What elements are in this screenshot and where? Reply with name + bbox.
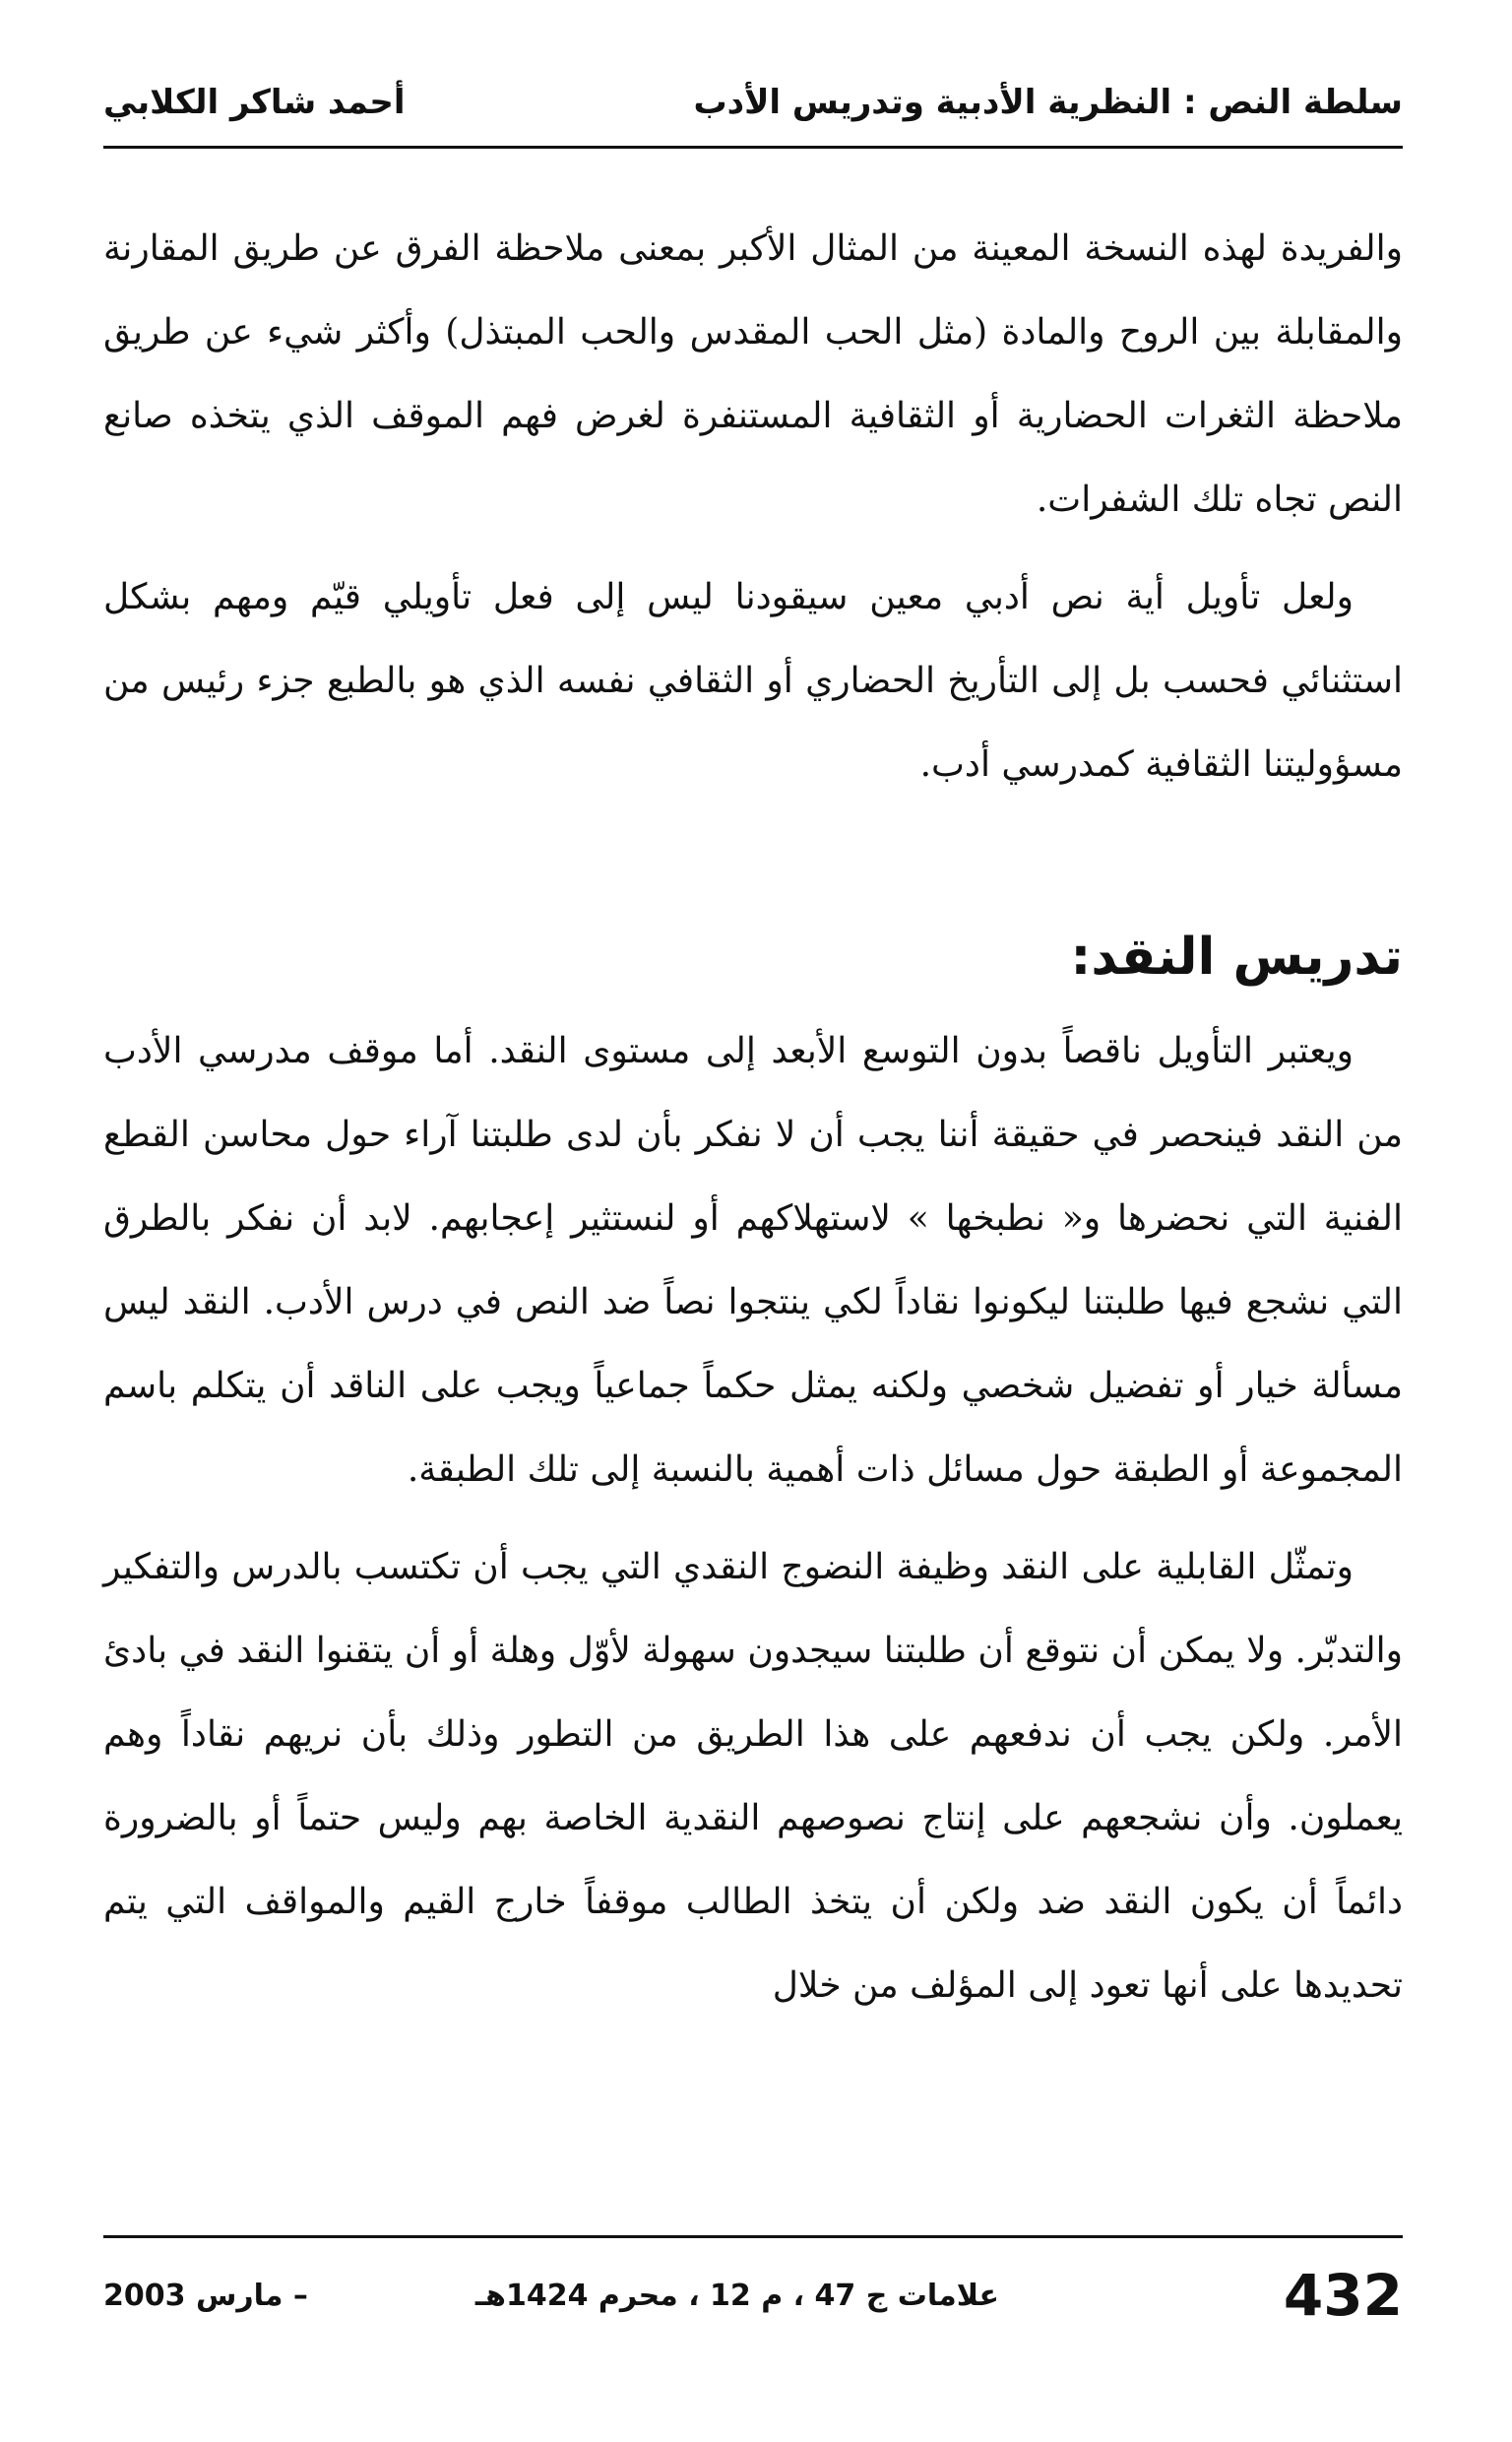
footer-rule — [103, 2235, 1403, 2238]
paragraph-4: وتمثّل القابلية على النقد وظيفة النضوج النقدي التي يجب أن تكتسب بالدرس والتفكير والتدبّر. ولا يمكن أن نتوقع أن طلبتنا سيجدون سهولة لأوّل وهلة أو أن يتقنوا النقد في بادئ الأمر. ولكن يجب أن ندفعهم على هذا الطريق من التطور وذلك بأن نريهم نقاداً وهم يعملون. وأن نشجعهم على إنتاج نصوصهم النقدية الخاصة بهم وليس حتماً أو بالضرورة دائماً أن يكون النقد ضد ولكن أن يتخذ الطالب موقفاً خارج القيم والمواقف التي يتم تحديدها على أنها تعود إلى المؤلف من خلال — [103, 1547, 1403, 2006]
journal-issue: علامات ج 47 ، م 12 ، محرم 1424هـ — [474, 2278, 1000, 2313]
paragraph-2: ولعل تأويل أية نص أدبي معين سيقودنا ليس إلى فعل تأويلي قيّم ومهم بشكل استثنائي فحسب بل إلى التأريخ الحضاري أو الثقافي نفسه الذي هو بالطبع جزء رئيس من مسؤوليتنا الثقافية كمدرسي أدب. — [103, 577, 1403, 785]
journal-info — [103, 2279, 999, 2313]
document-page — [103, 59, 1403, 2403]
paragraph-3: ويعتبر التأويل ناقصاً بدون التوسع الأبعد إلى مستوى النقد. أما موقف مدرسي الأدب من النقد فينحصر في حقيقة أننا يجب أن لا نفكر بأن لدى طلبتنا آراء حول محاسن القطع الفنية التي نحضرها و« نطبخها » لاستهلاكهم أو لنستثير إعجابهم. لابد أن نفكر بالطرق التي نشجع فيها طلبتنا ليكونوا نقاداً لكي ينتجوا نصاً ضد النص في درس الأدب. النقد ليس مسألة خيار أو تفضيل شخصي ولكنه يمثل حكماً جماعياً ويجب على الناقد أن يتكلم باسم المجموعة أو الطبقة حول مسائل ذات أهمية بالنسبة إلى تلك الطبقة. — [103, 1031, 1403, 1490]
page-number: 432 — [1283, 2262, 1403, 2329]
running-header — [103, 71, 1403, 134]
footer — [103, 2251, 1403, 2340]
running-author: أحمد شاكر الكلابي — [103, 83, 406, 122]
header-rule — [103, 146, 1403, 149]
section-heading: تدريس النقد: — [1070, 928, 1403, 987]
running-title: سلطة النص : النظرية الأدبية وتدريس الأدب — [693, 83, 1403, 122]
journal-date: – مارس 2003 — [103, 2278, 308, 2313]
body-text — [103, 207, 1403, 2041]
paragraph-1: والفريدة لهذه النسخة المعينة من المثال الأكبر بمعنى ملاحظة الفرق عن طريق المقارنة والمقابلة بين الروح والمادة (مثل الحب المقدس والحب المبتذل) وأكثر شيء عن طريق ملاحظة الثغرات الحضارية أو الثقافية المستنفرة لغرض فهم الموقف الذي يتخذه صانع النص تجاه تلك الشفرات. — [103, 228, 1403, 520]
